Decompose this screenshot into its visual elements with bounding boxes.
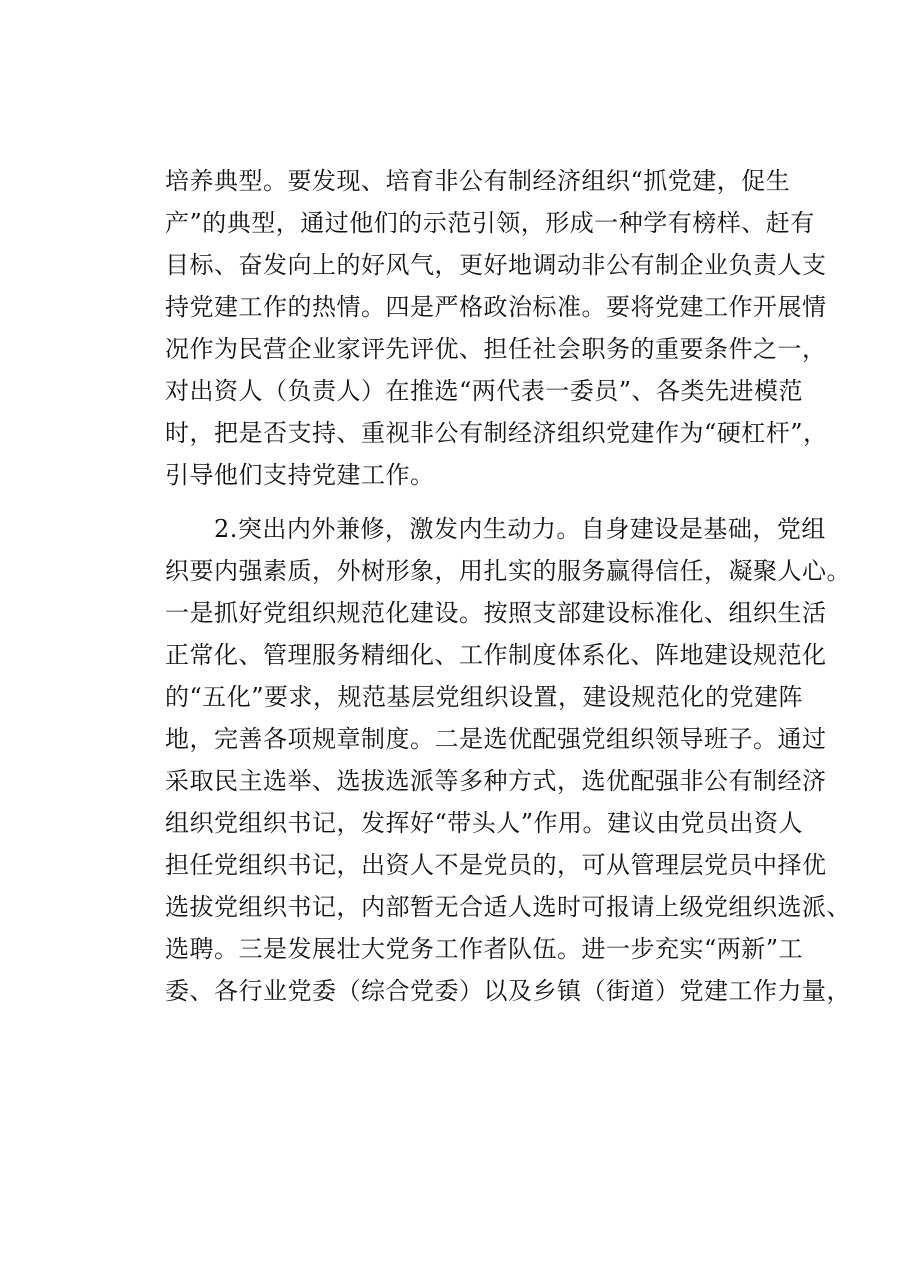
text-line: 采取民主选举、选拔选派等多种方式，选优配强非公有制经济 xyxy=(165,767,827,795)
text-line: 产”的典型，通过他们的示范引领，形成一种学有榜样、赶有 xyxy=(165,209,815,237)
text-line: 委、各行业党委（综合党委）以及乡镇（街道）党建工作力量， xyxy=(165,977,851,1005)
text-line: 持党建工作的热情。四是严格政治标准。要将党建工作开展情 xyxy=(165,293,827,321)
text-line: 时，把是否支持、重视非公有制经济组织党建作为“硬杠杆”， xyxy=(165,419,828,447)
text-line: 的“五化”要求，规范基层党组织设置，建设规范化的党建阵 xyxy=(165,683,804,711)
body-text xyxy=(165,160,851,1012)
text-line: 培养典型。要发现、培育非公有制经济组织“抓党建，促生 xyxy=(165,167,791,195)
text-line: 选拔党组织书记，内部暂无合适人选时可报请上级党组织选派、 xyxy=(165,893,851,921)
text-line: 目标、奋发向上的好风气，更好地调动非公有制企业负责人支 xyxy=(165,251,827,279)
text-line: 选聘。三是发展壮大党务工作者队伍。进一步充实“两新”工 xyxy=(165,935,804,963)
text-line: 地，完善各项规章制度。二是选优配强党组织领导班子。通过 xyxy=(165,725,827,753)
text-line: 引导他们支持党建工作。 xyxy=(165,461,435,489)
text-line: 组织党组织书记，发挥好“带头人”作用。建议由党员出资人 xyxy=(165,809,804,837)
text-line: 织要内强素质，外树形象，用扎实的服务赢得信任，凝聚人心。 xyxy=(165,557,851,585)
text-line: 2.突出内外兼修，激发内生动力。自身建设是基础，党组 xyxy=(165,515,826,543)
paragraph-1 xyxy=(165,160,828,496)
text-line: 对出资人（负责人）在推选“两代表一委员”、各类先进模范 xyxy=(165,377,804,405)
paragraph-2 xyxy=(165,508,851,1012)
text-line: 正常化、管理服务精细化、工作制度体系化、阵地建设规范化 xyxy=(165,641,827,669)
text-line: 担任党组织书记，出资人不是党员的，可从管理层党员中择优 xyxy=(165,851,827,879)
paragraph-gap xyxy=(165,496,825,508)
text-line: 况作为民营企业家评先评优、担任社会职务的重要条件之一， xyxy=(165,335,827,363)
text-line: 一是抓好党组织规范化建设。按照支部建设标准化、组织生活 xyxy=(165,599,827,627)
